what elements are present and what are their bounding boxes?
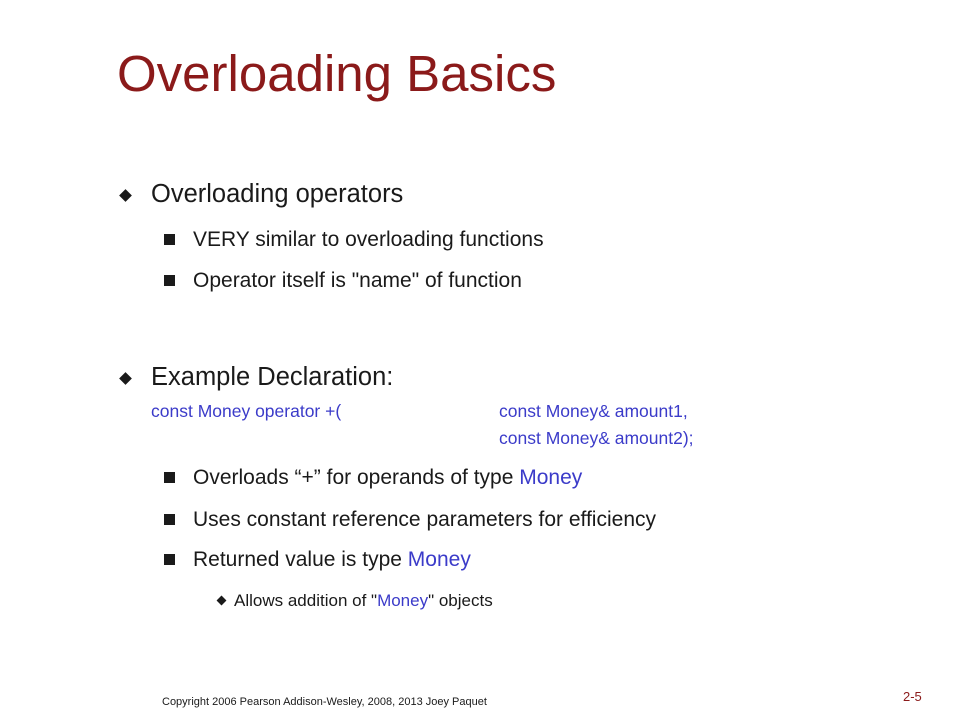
- code-line-2-right: const Money& amount2);: [499, 428, 694, 448]
- sub-bullet-const-reference: Uses constant reference parameters for efficiency: [193, 508, 656, 531]
- slide-number: 2-5: [903, 689, 922, 704]
- sub-bullet-operator-name: Operator itself is "name" of function: [193, 269, 522, 292]
- allows-addition-post: " objects: [428, 591, 493, 610]
- copyright-footer: Copyright 2006 Pearson Addison-Wesley, 2008, 2013 Joey Paquet: [162, 696, 487, 708]
- allows-addition-pre: Allows addition of ": [234, 591, 378, 610]
- small-diamond-bullet-icon: [217, 596, 227, 606]
- type-money-highlight: Money: [519, 466, 583, 489]
- bullet-overloading-operators: Overloading operators: [151, 180, 404, 208]
- sub-bullet-overloads-plus-text: Overloads “+” for operands of type: [193, 466, 520, 489]
- sub-bullet-similar: VERY similar to overloading functions: [193, 228, 544, 251]
- square-bullet-icon: [164, 234, 175, 245]
- bullet-example-declaration: Example Declaration:: [151, 363, 394, 391]
- sub-bullet-returned-value-text: Returned value is type: [193, 548, 408, 571]
- sub-bullet-returned-value: [193, 549, 471, 570]
- square-bullet-icon: [164, 554, 175, 565]
- code-line-1-right: const Money& amount1,: [499, 401, 688, 421]
- diamond-bullet-icon: [119, 189, 132, 202]
- code-line-1-left: const Money operator +(: [151, 401, 342, 421]
- type-money-highlight: Money: [407, 548, 471, 571]
- sub-sub-bullet-allows-addition: [234, 592, 493, 609]
- sub-bullet-overloads-plus: [193, 467, 582, 488]
- slide-title: Overloading Basics: [117, 45, 557, 102]
- square-bullet-icon: [164, 514, 175, 525]
- square-bullet-icon: [164, 472, 175, 483]
- money-highlight: Money: [377, 591, 429, 610]
- square-bullet-icon: [164, 275, 175, 286]
- diamond-bullet-icon: [119, 372, 132, 385]
